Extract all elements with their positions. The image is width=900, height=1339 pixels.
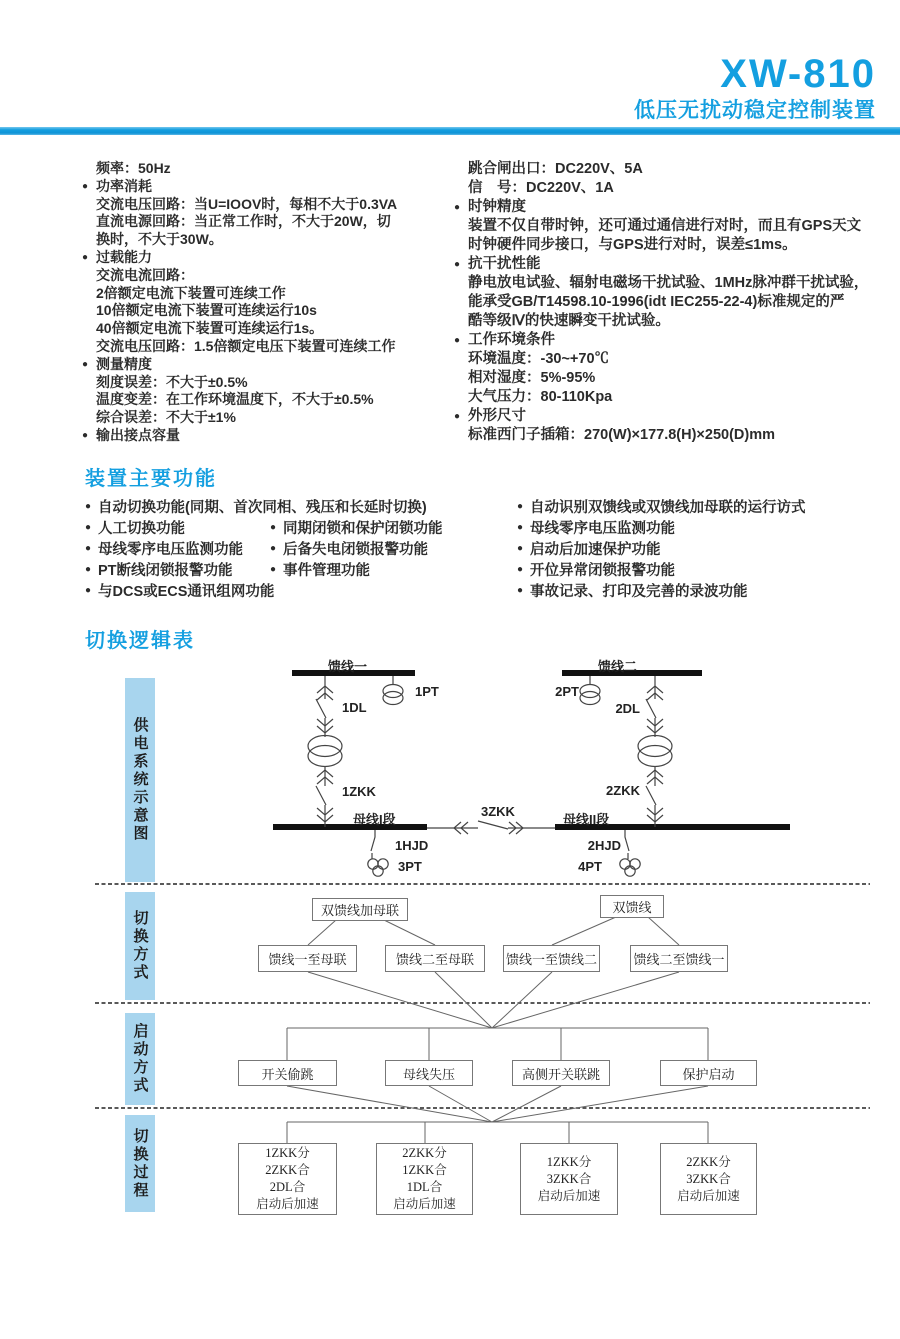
section-title-functions: 装置主要功能 [85, 468, 217, 490]
function-item [517, 538, 661, 559]
function-label: PT断线闭锁报警功能 [98, 563, 233, 579]
process-step: 启动后加速 [537, 1188, 601, 1203]
spec-line [454, 236, 892, 255]
spec-line [82, 160, 454, 178]
spec-line [454, 198, 892, 217]
bus1-pt-branch [368, 830, 388, 876]
bullet-icon: ● [454, 259, 461, 270]
pt4-label: 4PT [578, 859, 602, 874]
process-step: 2DL合 [269, 1180, 306, 1194]
function-item [517, 559, 675, 580]
spec-text: 装置不仅自带时钟，还可通过通信进行对时，而且有GPS天文 [468, 218, 862, 234]
spec-line [454, 331, 892, 350]
pt3-symbol [368, 859, 378, 869]
function-label: 母线零序电压监测功能 [530, 521, 675, 537]
bullet-icon: ● [85, 543, 92, 554]
bullet-icon: ● [85, 522, 92, 533]
spec-text: 温度变差：在工作环境温度下，不大于±0.5% [96, 391, 374, 408]
spec-text: 交流电压回路：1.5倍额定电压下装置可连续工作 [96, 337, 396, 354]
spec-text: 时钟硬件同步接口，与GPS进行对时，误差≤1ms。 [468, 237, 797, 253]
spec-text: 频率：50Hz [96, 160, 171, 176]
pt4-symbol [620, 859, 630, 869]
spec-line [82, 213, 454, 231]
spec-line [454, 255, 892, 274]
spec-text: 工作环境条件 [468, 332, 555, 348]
process-step: 1ZKK分 [546, 1154, 592, 1169]
bullet-icon: ● [270, 522, 277, 533]
bus2-pt-branch [620, 830, 640, 876]
sidebar-label-switch-process: 切换过程 [125, 1115, 155, 1212]
feeder2-branch [580, 676, 672, 827]
pt2-label: 2PT [555, 684, 579, 699]
bullet-icon: ● [454, 335, 461, 346]
sidebar-label-switch-mode: 切换方式 [125, 892, 155, 1000]
spec-line [82, 356, 454, 374]
pt3-label: 3PT [398, 859, 422, 874]
process-step: 3ZKK合 [546, 1171, 592, 1186]
spec-text: 输出接点容量 [96, 426, 180, 443]
spec-line [82, 427, 454, 445]
zkk2-label: 2ZKK [606, 783, 640, 798]
bullet-icon: ● [85, 501, 92, 512]
function-label: 自动切换功能(同期、首次同相、残压和长延时切换) [98, 500, 427, 516]
function-label: 事件管理功能 [283, 563, 370, 579]
zkk3-label: 3ZKK [481, 804, 515, 819]
bus1-label: 母线I段 [353, 812, 396, 827]
process-box-2 [376, 1143, 473, 1215]
function-row [517, 538, 892, 559]
spec-text: 标准西门子插箱：270(W)×177.8(H)×250(D)mm [468, 427, 775, 443]
spec-text: 能承受GB/T14598.10-1996(idt IEC255-22-4)标准规定的严 [468, 294, 845, 310]
flow-box-dual-feeder: 双馈线 [600, 895, 664, 918]
zkk1-label: 1ZKK [342, 784, 376, 799]
function-item [517, 517, 675, 538]
spec-text: 功率消耗 [96, 177, 152, 194]
process-step: 1DL合 [406, 1180, 443, 1194]
process-step: 2ZKK分 [402, 1146, 447, 1160]
flow-box-dual-feeder-with-tie: 双馈线加母联 [312, 898, 408, 921]
bullet-icon: ● [85, 564, 92, 575]
spec-line [82, 391, 454, 409]
bullet-icon: ● [82, 429, 89, 441]
spec-text: 大气压力：80-110Kpa [468, 389, 613, 405]
flow-box-feeder1-to-feeder2: 馈线一至馈线二 [503, 945, 600, 972]
function-item [270, 517, 443, 538]
spec-line [454, 312, 892, 331]
spec-text: 抗干扰性能 [468, 256, 541, 272]
functions-right-block [517, 496, 892, 601]
spec-text: 环境温度：-30~+70℃ [468, 351, 610, 367]
spec-line [82, 409, 454, 427]
function-item [85, 580, 274, 601]
bullet-icon: ● [517, 522, 524, 533]
spec-line [82, 196, 454, 214]
spec-text: 40倍额定电流下装置可连续运行1s。 [96, 320, 324, 337]
spec-line [82, 249, 454, 267]
feeder1-branch [308, 676, 403, 827]
process-step: 3ZKK合 [686, 1171, 731, 1186]
function-label: 同期闭锁和保护闭锁功能 [283, 521, 443, 537]
function-item [85, 496, 427, 517]
bus-tie-branch [427, 821, 555, 834]
bullet-icon: ● [270, 543, 277, 554]
function-item [85, 559, 270, 580]
function-row [85, 538, 517, 559]
function-label: 后备失电闭锁报警功能 [283, 542, 428, 558]
function-item [517, 580, 748, 601]
bullet-icon: ● [82, 251, 89, 263]
spec-line [82, 320, 454, 338]
process-step: 启动后加速 [393, 1197, 456, 1211]
process-step: 1ZKK分 [265, 1146, 310, 1160]
dl2-label: 2DL [615, 701, 640, 716]
function-item [270, 538, 428, 559]
hjd1-label: 1HJD [395, 838, 429, 853]
bullet-icon: ● [82, 358, 89, 370]
spec-line [454, 274, 892, 293]
function-label: 母线零序电压监测功能 [98, 542, 243, 558]
bullet-icon: ● [517, 501, 524, 512]
product-subtitle: 低压无扰动稳定控制装置 [634, 99, 876, 122]
pt3-symbol [373, 866, 383, 876]
bullet-icon: ● [454, 202, 461, 213]
spec-text: 静电放电试验、辐射电磁场干扰试验、1MHz脉冲群干扰试验， [468, 275, 869, 291]
pt3-symbol [378, 859, 388, 869]
process-step: 启动后加速 [677, 1188, 740, 1203]
process-box-1 [238, 1143, 337, 1215]
function-row [85, 580, 517, 601]
spec-text: 10倍额定电流下装置可连续运行10s [96, 302, 317, 319]
spec-text: 交流电流回路： [96, 266, 194, 283]
flow-box-hv-side-trip: 高侧开关联跳 [512, 1060, 610, 1086]
function-row [85, 496, 517, 517]
spec-line [454, 388, 892, 407]
spec-line [454, 217, 892, 236]
specs-right-column [454, 160, 892, 445]
spec-text: 相对湿度：5%-95% [468, 370, 596, 386]
flow-box-feeder2-to-tie: 馈线二至母联 [385, 945, 485, 972]
spec-text: 外形尺寸 [468, 408, 526, 424]
feeder2-label: 馈线二 [598, 659, 638, 674]
function-row [517, 580, 892, 601]
spec-line [82, 178, 454, 196]
tie-switch-blade [478, 821, 508, 829]
spec-text: 综合误差：不大于±1% [96, 409, 236, 426]
feeder1-label: 馈线一 [328, 659, 368, 674]
flow-box-feeder2-to-feeder1: 馈线二至馈线一 [630, 945, 728, 972]
process-box-4 [660, 1143, 757, 1215]
flow-box-feeder1-to-tie: 馈线一至母联 [258, 945, 357, 972]
function-row [85, 517, 517, 538]
function-label: 开位异常闭锁报警功能 [530, 563, 675, 579]
process-step: 1ZKK合 [402, 1163, 447, 1177]
function-row [517, 517, 892, 538]
spec-line [82, 285, 454, 303]
spec-line [454, 369, 892, 388]
process-step: 启动后加速 [256, 1197, 319, 1211]
switch-logic-diagram [95, 655, 870, 1230]
sidebar-label-start-mode: 启动方式 [125, 1013, 155, 1105]
pt1-label: 1PT [415, 684, 439, 699]
product-model: XW-810 [720, 52, 876, 96]
bullet-icon: ● [517, 543, 524, 554]
bullet-icon: ● [517, 564, 524, 575]
spec-line [454, 160, 892, 179]
spec-text: 时钟精度 [468, 199, 526, 215]
specs-section [82, 160, 892, 445]
specs-left-column [82, 160, 454, 445]
flow-box-protection-start: 保护启动 [660, 1060, 757, 1086]
spec-text: 信 号：DC220V、1A [468, 180, 614, 196]
spec-line [82, 267, 454, 285]
spec-text: 跳合闸出口：DC220V、5A [468, 161, 643, 177]
pt4-symbol [630, 859, 640, 869]
spec-text: 刻度误差：不大于±0.5% [96, 373, 248, 390]
spec-text: 过载能力 [96, 248, 152, 265]
spec-text: 测量精度 [96, 355, 152, 372]
spec-line [454, 407, 892, 426]
spec-line [454, 426, 892, 445]
process-step: 2ZKK合 [265, 1163, 310, 1177]
spec-line [82, 338, 454, 356]
flow-box-breaker-trip: 开关偷跳 [238, 1060, 337, 1086]
spec-text: 2倍额定电流下装置可连续工作 [96, 284, 286, 301]
spec-line [82, 302, 454, 320]
spec-text: 换时，不大于30W。 [96, 231, 223, 248]
process-box-3 [520, 1143, 618, 1215]
header-divider-bar [0, 127, 900, 135]
functions-left-block [85, 496, 517, 601]
bullet-icon: ● [82, 180, 89, 192]
function-item [517, 496, 806, 517]
process-step: 2ZKK分 [686, 1154, 731, 1169]
spec-text: 交流电压回路：当U=IOOV时，每相不大于0.3VA [96, 195, 398, 212]
bullet-icon: ● [85, 585, 92, 596]
dl1-label: 1DL [342, 700, 367, 715]
spec-line [454, 179, 892, 198]
spec-line [82, 374, 454, 392]
bullet-icon: ● [454, 411, 461, 422]
function-label: 自动识别双馈线或双馈线加母联的运行访式 [530, 500, 806, 516]
function-row [85, 559, 517, 580]
pt4-symbol [625, 866, 635, 876]
bullet-icon: ● [270, 564, 277, 575]
spec-text: 酷等级Ⅳ的快速瞬变干扰试验。 [468, 313, 670, 329]
sidebar-label-power-system: 供电系统示意图 [125, 678, 155, 882]
section-title-logic: 切换逻辑表 [85, 630, 195, 652]
function-label: 事故记录、打印及完善的录波功能 [530, 584, 748, 600]
function-label: 人工切换功能 [98, 521, 185, 537]
spec-line [454, 350, 892, 369]
function-item [270, 559, 370, 580]
bus2-label: 母线II段 [563, 812, 610, 827]
spec-line [82, 231, 454, 249]
function-item [85, 538, 270, 559]
function-row [517, 559, 892, 580]
function-label: 启动后加速保护功能 [530, 542, 661, 558]
bullet-icon: ● [517, 585, 524, 596]
function-row [517, 496, 892, 517]
spec-text: 直流电源回路：当正常工作时，不大于20W，切 [96, 213, 391, 230]
hjd2-label: 2HJD [587, 838, 621, 853]
bus-bars [273, 673, 790, 827]
function-label: 与DCS或ECS通讯组网功能 [98, 584, 275, 600]
spec-line [454, 293, 892, 312]
flow-box-bus-voltage-loss: 母线失压 [385, 1060, 473, 1086]
function-item [85, 517, 270, 538]
